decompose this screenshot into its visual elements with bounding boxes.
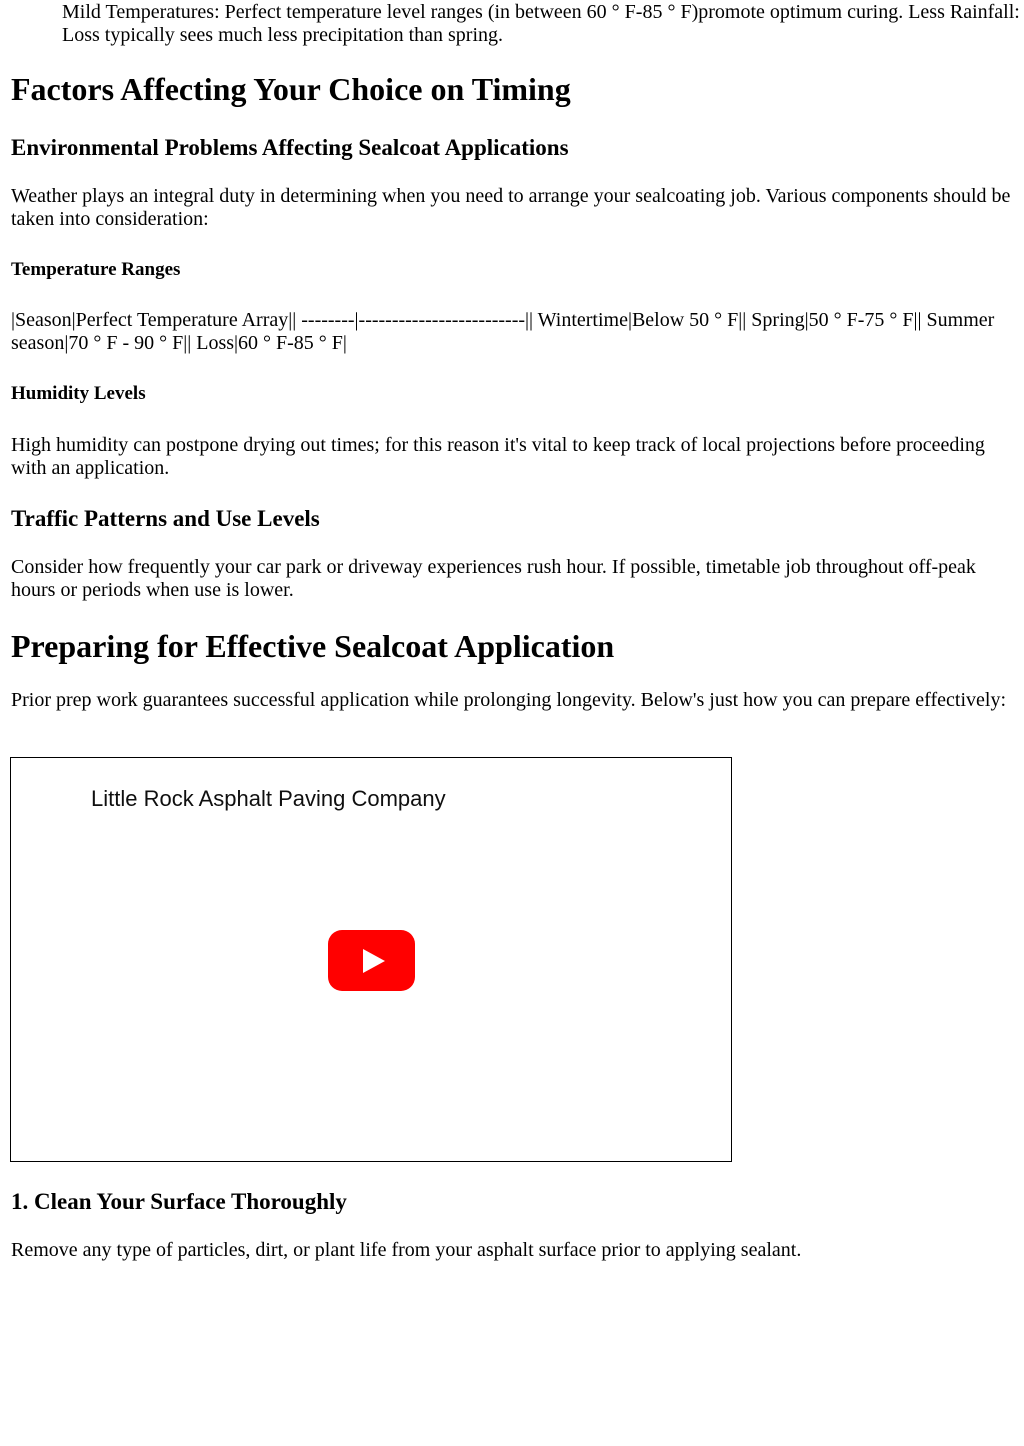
embedded-video[interactable] bbox=[10, 757, 732, 1162]
factors-heading: Factors Affecting Your Choice on Timing bbox=[11, 71, 571, 107]
play-icon bbox=[363, 949, 385, 973]
temperature-heading: Temperature Ranges bbox=[11, 259, 181, 280]
temperature-table-text: |Season|Perfect Temperature Array|| --------|-------------------------|| Wintertime|Below 50 ° F|| Spring|50 ° F-75 ° F|| Summer season|70 ° F - 90 ° F|| Loss|60 ° F-85 ° F| bbox=[11, 309, 995, 354]
traffic-paragraph: Consider how frequently your car park or driveway experiences rush hour. If possible, timetable job throughout off-peak hours or periods when use is lower. bbox=[11, 556, 976, 601]
traffic-heading: Traffic Patterns and Use Levels bbox=[11, 506, 320, 531]
clean-surface-heading: 1. Clean Your Surface Thoroughly bbox=[11, 1189, 347, 1214]
environmental-heading: Environmental Problems Affecting Sealcoat Applications bbox=[11, 135, 569, 160]
preparing-heading: Preparing for Effective Sealcoat Application bbox=[11, 628, 615, 664]
clean-surface-paragraph: Remove any type of particles, dirt, or plant life from your asphalt surface prior to applying sealant. bbox=[11, 1239, 802, 1261]
environmental-paragraph: Weather plays an integral duty in determining when you need to arrange your sealcoating job. Various components should be taken into consideration: bbox=[11, 185, 1011, 230]
humidity-heading: Humidity Levels bbox=[11, 383, 146, 404]
intro-paragraph: Mild Temperatures: Perfect temperature level ranges (in between 60 ° F-85 ° F)promote optimum curing. Less Rainfall: Loss typically sees much less precipitation than spring. bbox=[62, 1, 1020, 46]
preparing-paragraph: Prior prep work guarantees successful application while prolonging longevity. Below's just how you can prepare effectively: bbox=[11, 689, 1006, 711]
video-title[interactable]: Little Rock Asphalt Paving Company bbox=[91, 786, 446, 811]
humidity-paragraph: High humidity can postpone drying out times; for this reason it's vital to keep track of local projections before proceeding with an application. bbox=[11, 434, 985, 479]
play-button[interactable] bbox=[328, 930, 415, 991]
